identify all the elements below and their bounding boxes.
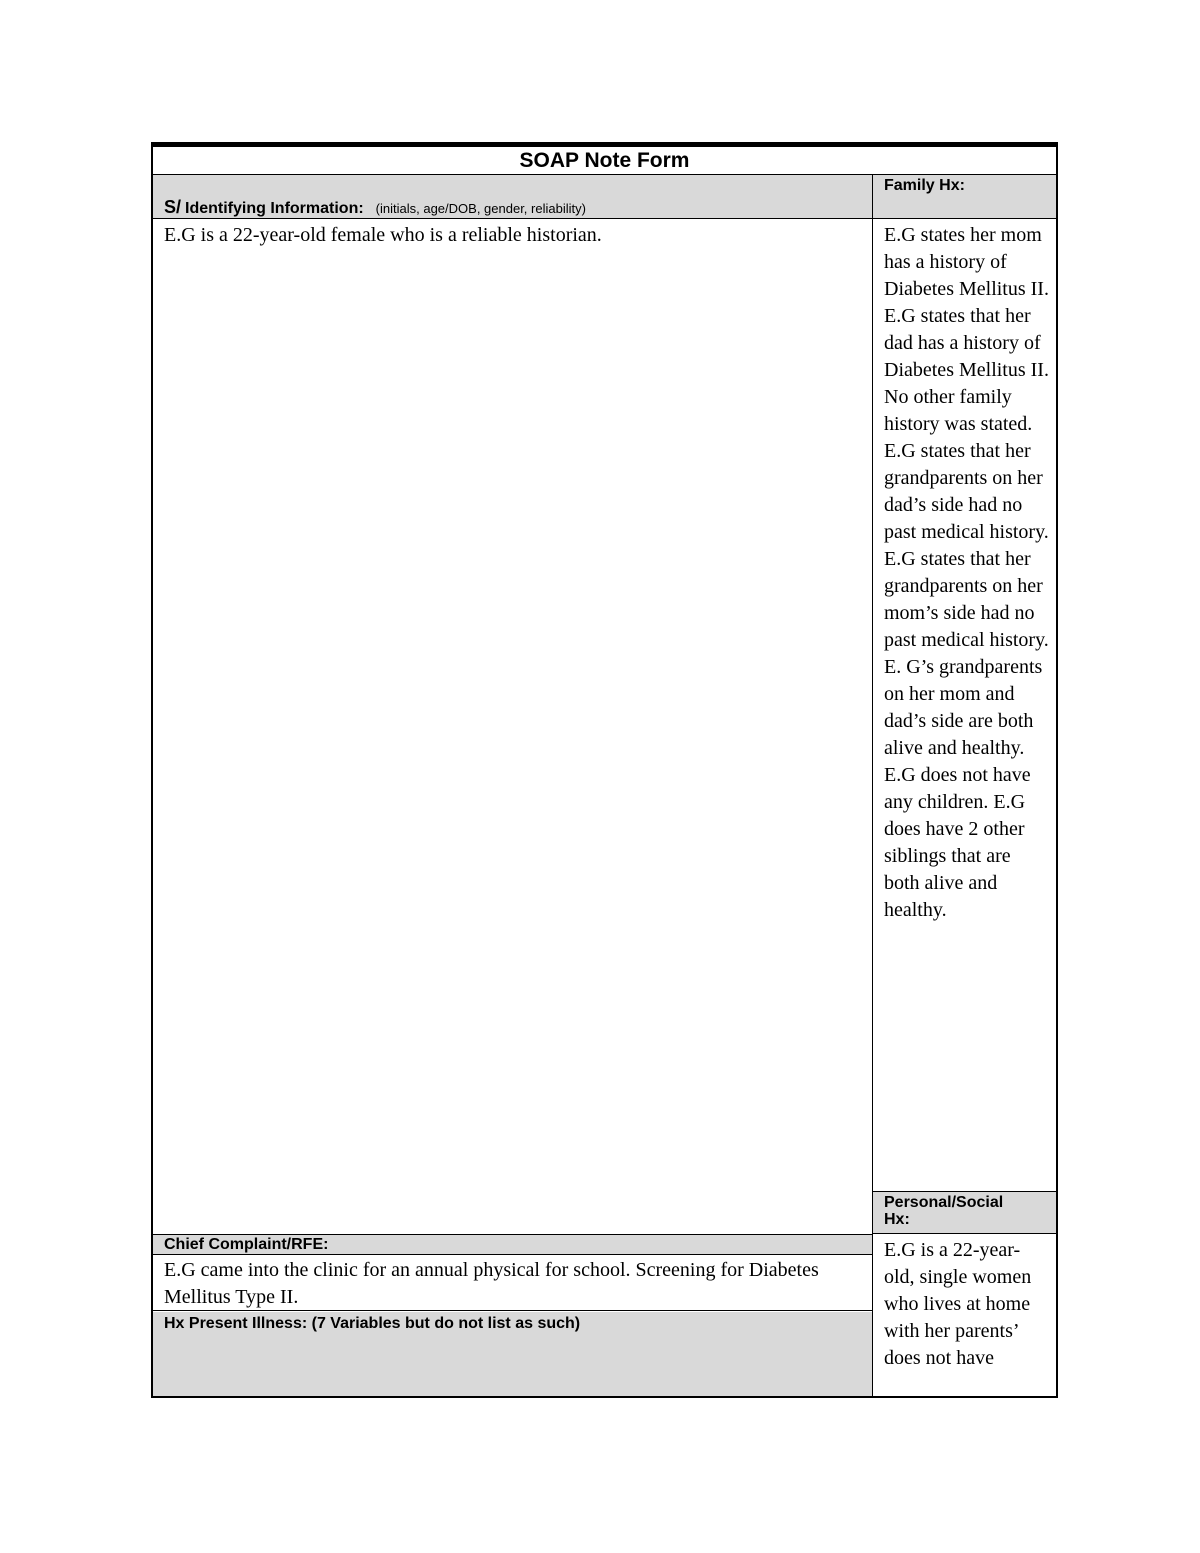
identifying-info-header <box>153 175 872 219</box>
personal-hx-header <box>873 1192 1056 1234</box>
personal-hx-value: E.G is a 22-year-old, single women who lives at home with her parents’ does not have <box>884 1239 1032 1369</box>
personal-hx-label: Personal/Social Hx: <box>884 1194 1004 1228</box>
soap-note-table <box>151 142 1058 1398</box>
identifying-info-value: E.G is a 22-year-old female who is a reliable historian. <box>164 224 602 246</box>
identifying-info-label: Identifying Information: <box>185 200 364 217</box>
subjective-prefix: S/ <box>164 197 182 217</box>
form-title: SOAP Note Form <box>153 147 1056 175</box>
hpi-label: Hx Present Illness: (7 Variables but do not list as such) <box>164 1315 581 1332</box>
chief-complaint-value: E.G came into the clinic for an annual physical for school. Screening for Diabetes Mellitus Type II. <box>153 1256 872 1311</box>
chief-complaint-header <box>153 1235 872 1255</box>
family-hx-label: Family Hx: <box>884 177 965 194</box>
hpi-header <box>153 1312 872 1396</box>
family-hx-value: E.G states her mom has a history of Diabetes Mellitus II. E.G states that her dad has a history of Diabetes Mellitus II. No other family history was stated. E.G states that her grandparents on her dad’s side had no past medical history. E.G states that her grandparents on her mom’s side had no past medical history. E. G’s grandparents on her mom and dad’s side are both alive and healthy. E.G does not have any children. E.G does have 2 other siblings that are both alive and healthy. <box>884 224 1049 921</box>
chief-complaint-label: Chief Complaint/RFE: <box>164 1236 329 1253</box>
family-hx-header <box>873 175 1056 219</box>
identifying-info-hint: (initials, age/DOB, gender, reliability) <box>375 201 586 216</box>
